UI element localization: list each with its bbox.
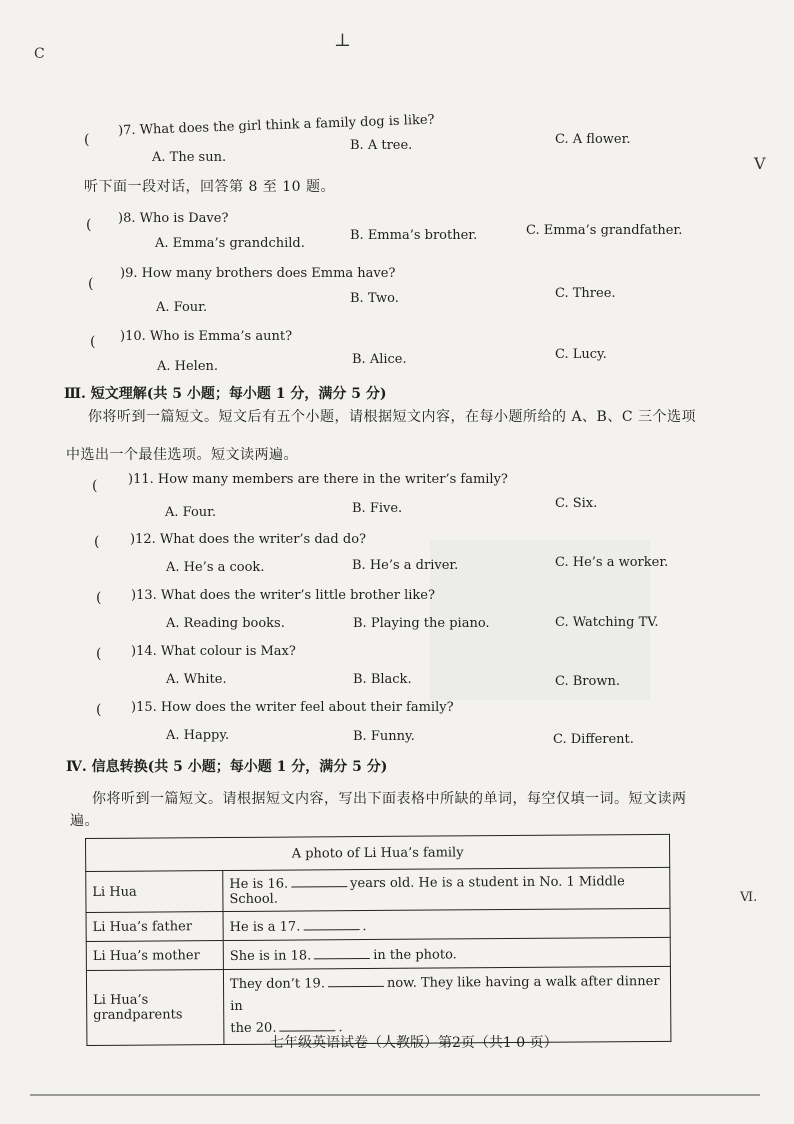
option-b: B. Black. (353, 672, 412, 687)
question-text: )11. How many members are there in the writer’s family? (128, 472, 508, 487)
section-4-instructions-line1: 你将听到一篇短文。请根据短文内容，写出下面表格中所缺的单词，每空仅填一词。短文读两 (92, 791, 687, 807)
option-c: C. A flower. (555, 132, 631, 147)
option-a: A. White. (166, 672, 227, 687)
answer-paren: ( (92, 478, 98, 494)
section-4-instructions-line2: 遍。 (70, 813, 99, 829)
row-text-after: . (362, 918, 367, 934)
table-caption: A photo of Li Hua’s family (86, 834, 670, 871)
row-text-after: now. They like having a walk after dinner in (230, 973, 660, 1014)
section-4-title: Ⅳ. 信息转换(共 5 小题；每小题 1 分，满分 5 分) (66, 759, 388, 775)
option-b: B. Funny. (353, 729, 415, 744)
option-a: A. Four. (156, 300, 208, 315)
answer-blank-16[interactable] (291, 874, 347, 887)
page-footer: 七年级英语试卷（人教版）第2页（共1 0 页） (270, 1035, 558, 1051)
margin-top-mark: ⊥ (334, 30, 351, 51)
answer-paren: ( (96, 702, 102, 718)
margin-left-letter: C (34, 46, 45, 62)
answer-blank-17[interactable] (303, 917, 359, 930)
option-a: A. Happy. (166, 728, 230, 743)
option-b: B. Two. (350, 291, 399, 306)
answer-paren: ( (96, 646, 102, 662)
section-3-instructions-line2: 中选出一个最佳选项。短文读两遍。 (66, 447, 298, 463)
row-text-before: He is 16. (229, 876, 289, 892)
row-label: Li Hua (86, 871, 223, 913)
row-text-after: . (338, 1020, 343, 1036)
question-text: )10. Who is Emma’s aunt? (120, 329, 293, 344)
row-label: Li Hua’s grandparents (86, 970, 224, 1046)
option-b: B. He’s a driver. (352, 558, 459, 573)
table-row (86, 937, 670, 970)
option-c: C. Brown. (555, 674, 620, 689)
row-text-before: He is a 17. (229, 918, 301, 935)
row-text-before: the 20. (230, 1020, 277, 1036)
question-text: )9. How many brothers does Emma have? (120, 266, 396, 281)
question-text: )8. Who is Dave? (118, 211, 229, 226)
row-text-before: She is in 18. (229, 947, 312, 964)
section-3-title: Ⅲ. 短文理解(共 5 小题；每小题 1 分，满分 5 分) (64, 386, 387, 402)
answer-blank-19[interactable] (328, 974, 384, 987)
option-b: B. Alice. (352, 352, 407, 367)
row-text-before: They don’t 19. (229, 976, 325, 992)
question-text: )12. What does the writer’s dad do? (130, 532, 366, 547)
answer-blank-18[interactable] (314, 946, 370, 959)
info-table (85, 834, 671, 1046)
option-c: C. Different. (553, 732, 634, 747)
option-c: C. Six. (555, 496, 598, 511)
row-content (223, 867, 670, 911)
margin-right-letter-bottom: Ⅵ. (740, 890, 758, 905)
answer-blank-20[interactable] (279, 1018, 335, 1031)
option-b: B. Emma’s brother. (350, 228, 478, 243)
answer-paren: ( (84, 132, 90, 148)
dialogue-intro: 听下面一段对话，回答第 8 至 10 题。 (84, 179, 336, 195)
answer-paren: ( (90, 334, 96, 350)
table-caption-row (86, 834, 670, 871)
table-row (86, 867, 670, 912)
question-text: )14. What colour is Max? (131, 644, 296, 659)
answer-paren: ( (88, 276, 94, 292)
option-b: B. A tree. (350, 138, 413, 153)
option-c: C. He’s a worker. (555, 555, 669, 570)
row-content (223, 937, 670, 969)
question-text: )15. How does the writer feel about their family? (131, 700, 454, 715)
row-content (223, 908, 670, 940)
option-a: A. The sun. (152, 150, 227, 165)
option-c: C. Emma’s grandfather. (526, 223, 683, 238)
option-a: A. Emma’s grandchild. (155, 236, 305, 251)
option-a: A. He’s a cook. (166, 560, 265, 575)
question-text: )13. What does the writer’s little brother like? (131, 588, 435, 603)
option-b: B. Playing the piano. (353, 616, 490, 631)
answer-paren: ( (94, 534, 100, 550)
option-b: B. Five. (352, 501, 403, 516)
option-a: A. Helen. (157, 359, 219, 374)
row-text-after: in the photo. (373, 946, 457, 963)
question-text: )7. What does the girl think a family dog is like? (117, 112, 435, 139)
answer-paren: ( (96, 590, 102, 606)
option-c: C. Watching TV. (555, 615, 659, 630)
scan-edge-line (30, 1094, 760, 1096)
section-3-instructions-line1: 你将听到一篇短文。短文后有五个小题，请根据短文内容，在每小题所给的 A、B、C 三个选项 (88, 409, 697, 425)
option-c: C. Three. (555, 286, 616, 301)
margin-right-letter-top: V (754, 154, 766, 173)
answer-paren: ( (86, 217, 92, 233)
row-label: Li Hua’s father (86, 912, 223, 942)
row-label: Li Hua’s mother (86, 941, 223, 971)
table-row (86, 908, 670, 941)
row-text-after: years old. He is a student in No. 1 Middle School. (229, 874, 625, 907)
option-a: A. Reading books. (166, 616, 285, 631)
option-a: A. Four. (165, 505, 217, 520)
option-c: C. Lucy. (555, 347, 607, 362)
